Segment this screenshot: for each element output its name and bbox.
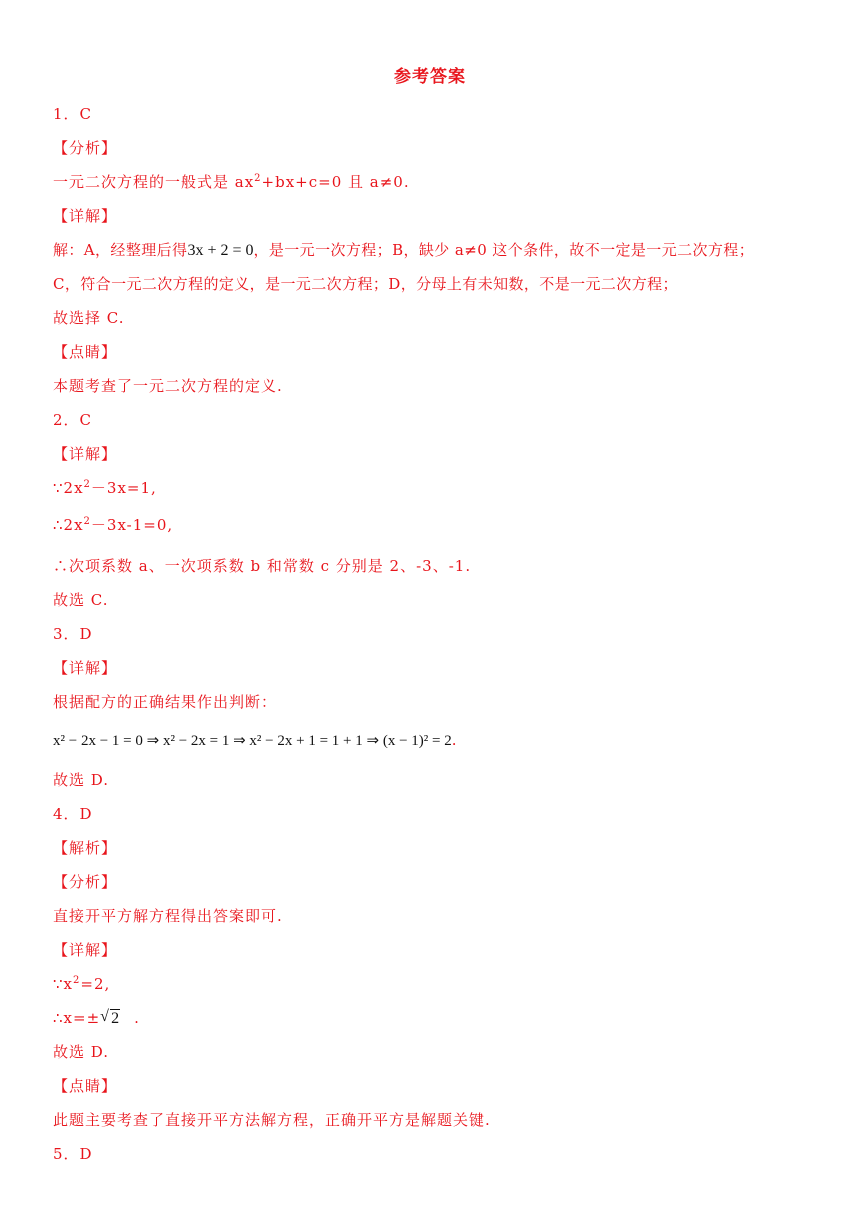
answer-4-detail-heading: 【详解】 [53,941,118,959]
answer-1-detail-heading: 【详解】 [53,207,118,225]
answer-1-detail-line-1: 解：A，经整理后得3x + 2 = 0，是一元一次方程；B，缺少 a≠0 这个条件，故不一定是一元二次方程； [53,241,755,259]
answer-1-analysis-text: 一元二次方程的一般式是 $ax^2+bx+c=0$ 且 a≠0. [53,173,410,191]
answer-4-comment-heading: 【点睛】 [53,1077,118,1095]
answer-4-solution-heading: 【解析】 [53,839,118,857]
answer-4-line-3: 故选 D. [53,1043,110,1061]
answer-1-detail-line-3: 故选择 C. [53,309,125,327]
equation-3x-plus-2: 3x + 2 = 0 [187,242,254,259]
answer-1-number: 1．C [53,105,93,123]
answer-1-detail-line-2: C，符合一元二次方程的定义，是一元二次方程；D，分母上有未知数，不是一元二次方程； [53,275,678,293]
answer-4-line-2: ∴x=± √ 2 . [53,1008,140,1027]
answer-2-line-1: $\because 2x^2-3x=1$, [53,479,157,497]
answer-2-line-3: ∴次项系数 a、一次项系数 b 和常数 c 分别是 2、-3、-1. [53,557,472,575]
answer-2-line-4: 故选 C. [53,591,109,609]
answer-3-line-1: 根据配方的正确结果作出判断： [53,693,278,711]
answer-4-analysis-heading: 【分析】 [53,873,118,891]
answer-2-line-2: $\therefore 2x^2-3x-1=0$, [53,516,174,534]
page-title: 参考答案 [394,67,466,87]
answer-3-line-3: 故选 D. [53,771,110,789]
answer-2-number: 2．C [53,411,93,429]
answer-4-comment-text: 此题主要考查了直接开平方法解方程，正确开平方是解题关键. [53,1111,491,1129]
square-root-2: √ 2 [100,1008,120,1027]
answer-3-number: 3．D [53,625,93,643]
answer-3-equation-chain: x² − 2x − 1 = 0 ⇒ x² − 2x = 1 ⇒ x² − 2x + 1 = 1 + 1 ⇒ (x − 1)² = 2. [53,731,458,749]
answer-5-number: 5．D [53,1145,93,1163]
answer-4-number: 4．D [53,805,93,823]
answer-4-line-1: $\because x^2=2$, [53,975,111,993]
answer-4-analysis-text: 直接开平方解方程得出答案即可. [53,907,283,925]
answer-1-analysis-heading: 【分析】 [53,139,118,157]
answer-3-detail-heading: 【详解】 [53,659,118,677]
answer-2-detail-heading: 【详解】 [53,445,118,463]
answer-1-comment-text: 本题考查了一元二次方程的定义. [53,377,283,395]
answer-1-comment-heading: 【点睛】 [53,343,118,361]
